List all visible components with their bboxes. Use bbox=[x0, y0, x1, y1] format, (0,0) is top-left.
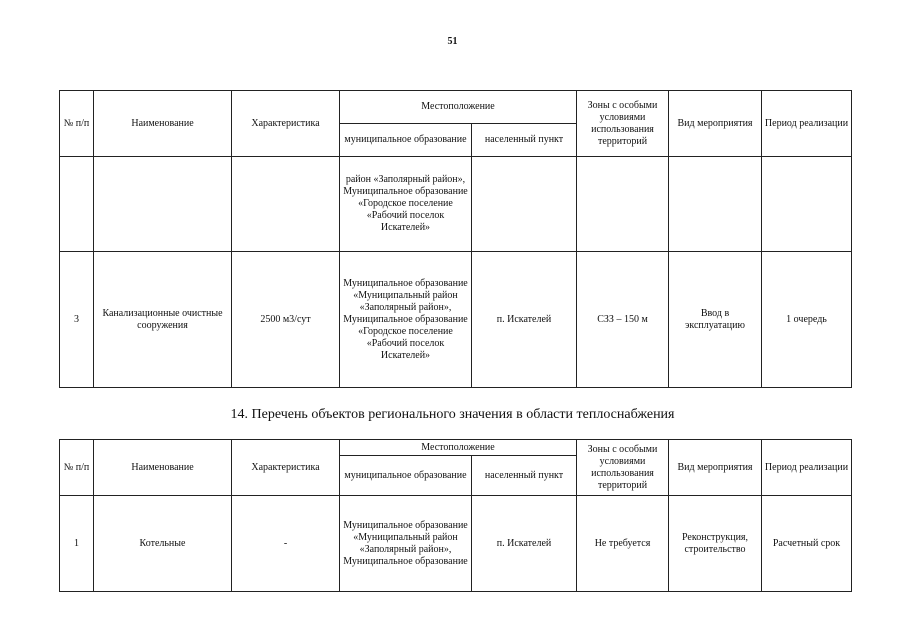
header-settlement: населенный пункт bbox=[472, 456, 577, 496]
cell-zones: Не требуется bbox=[577, 496, 669, 592]
objects-table-2 bbox=[59, 439, 852, 592]
header-location: Местоположение bbox=[340, 440, 577, 456]
table-row bbox=[60, 252, 852, 388]
cell-name: Котельные bbox=[94, 496, 232, 592]
header-period: Период реализации bbox=[762, 91, 852, 157]
cell-settlement: п. Искателей bbox=[472, 252, 577, 388]
cell-municipality: район «Заполярный район», Муниципальное образование «Городское поселение «Рабочий поселок Искателей» bbox=[340, 157, 472, 252]
section-title: 14. Перечень объектов регионального значения в области теплоснабжения bbox=[230, 407, 675, 422]
cell-name: Канализационные очистные сооружения bbox=[94, 252, 232, 388]
cell-zones: СЗЗ – 150 м bbox=[577, 252, 669, 388]
header-municipality: муниципальное образование bbox=[340, 456, 472, 496]
cell-settlement bbox=[472, 157, 577, 252]
header-row bbox=[60, 440, 852, 456]
header-name: Наименование bbox=[94, 440, 232, 496]
cell-characteristic bbox=[232, 157, 340, 252]
cell-characteristic: 2500 м3/сут bbox=[232, 252, 340, 388]
cell-name bbox=[94, 157, 232, 252]
table-row bbox=[60, 496, 852, 592]
cell-action bbox=[669, 157, 762, 252]
table-row-continuation bbox=[60, 157, 852, 252]
header-action: Вид мероприятия bbox=[669, 440, 762, 496]
header-no: № п/п bbox=[60, 440, 94, 496]
cell-action: Реконструкция, строительство bbox=[669, 496, 762, 592]
cell-municipality: Муниципальное образование «Муниципальный район «Заполярный район», Муниципальное образование bbox=[340, 496, 472, 592]
header-zones: Зоны с особыми условиями использования территорий bbox=[577, 91, 669, 157]
page-number: 51 bbox=[447, 36, 458, 47]
header-zones: Зоны с особыми условиями использования территорий bbox=[577, 440, 669, 496]
cell-period: 1 очередь bbox=[762, 252, 852, 388]
header-characteristic: Характеристика bbox=[232, 91, 340, 157]
cell-no bbox=[60, 157, 94, 252]
cell-no: 3 bbox=[60, 252, 94, 388]
header-characteristic: Характеристика bbox=[232, 440, 340, 496]
cell-period: Расчетный срок bbox=[762, 496, 852, 592]
cell-zones bbox=[577, 157, 669, 252]
cell-no: 1 bbox=[60, 496, 94, 592]
header-period: Период реализации bbox=[762, 440, 852, 496]
header-row bbox=[60, 91, 852, 124]
objects-table-1 bbox=[59, 90, 852, 388]
cell-action: Ввод в эксплуатацию bbox=[669, 252, 762, 388]
header-action: Вид мероприятия bbox=[669, 91, 762, 157]
cell-settlement: п. Искателей bbox=[472, 496, 577, 592]
header-name: Наименование bbox=[94, 91, 232, 157]
header-municipality: муниципальное образование bbox=[340, 124, 472, 157]
cell-municipality: Муниципальное образование «Муниципальный район «Заполярный район», Муниципальное образование «Городское поселение «Рабочий поселок Искателей» bbox=[340, 252, 472, 388]
header-no: № п/п bbox=[60, 91, 94, 157]
header-settlement: населенный пункт bbox=[472, 124, 577, 157]
header-location: Местоположение bbox=[340, 91, 577, 124]
cell-characteristic: - bbox=[232, 496, 340, 592]
cell-period bbox=[762, 157, 852, 252]
